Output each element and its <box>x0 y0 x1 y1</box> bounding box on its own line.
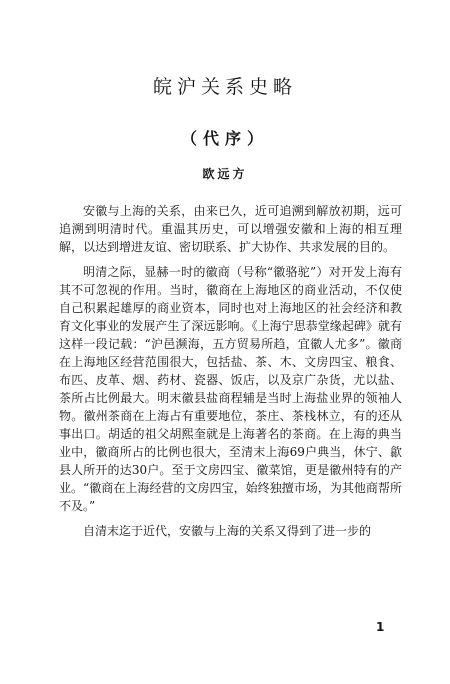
document-title: 皖沪关系史略 <box>152 76 297 98</box>
page-number: 1 <box>376 620 385 634</box>
document-subtitle: （代序） <box>180 129 269 148</box>
body-text <box>59 202 402 547</box>
paragraph-1: 安徽与上海的关系，由来已久，近可追溯到解放初期，远可追溯到明清时代。重温其历史，可以增强安徽和上海的相互理解，以达到增进友谊、密切联系、扩大协作、共求发展的目的。 <box>59 204 402 254</box>
author-name: 欧远方 <box>202 167 248 181</box>
paragraph-3: 自清末迄于近代，安徽与上海的关系又得到了进一步的 <box>83 524 372 538</box>
paragraph-2: 明清之际，显赫一时的徽商（号称“徽骆驼”）对开发上海有其不可忽视的作用。当时，徽商在上海地区的商业活动，不仅使自己积累起雄厚的商业资本，同时也对上海地区的社会经济和教育文化事业的发展产生了深远影响。《上海宁思恭堂缘起碑》就有这样一段记载：“沪邑濒海，五方贸易所趋，宜徽人尤多”。徽商在上海地区经营范围很大，包括盐、茶、木、文房四宝、粮食、布匹、皮革、烟、药材、瓷器、饭店，以及京广杂货，尤以盐、茶所占比例最大。明末徽县盐商程辅是当时上海盐业界的领袖人物。徽州茶商在上海占有重要地位，茶庄、茶栈林立，有的还从事出口。胡适的祖父胡熙奎就是上海著名的茶商。在上海的典当业中，徽商所占的比例也很大，至清末上海69户典当，休宁、歙县人所开的达30户。至于文房四宝、徽菜馆，更是徽州特有的产业。“徽商在上海经营的文房四宝，始终独擅市场，为其他商帮所不及。” <box>59 265 402 513</box>
